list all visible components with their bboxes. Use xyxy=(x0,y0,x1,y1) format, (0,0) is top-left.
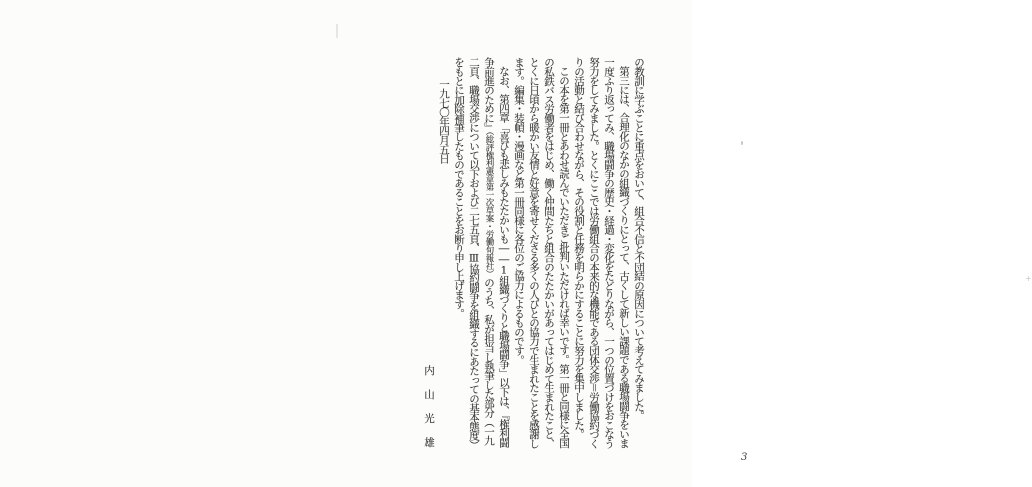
registration-cross-mark: + xyxy=(1025,274,1032,283)
gutter-smudge xyxy=(336,24,338,38)
paragraph-nao-source-note: （総評権利憲章第一次草案・労働旬報社） xyxy=(484,131,494,278)
scan-speck xyxy=(741,141,743,145)
paragraph-daisan: 第三には、合理化のなかの組織づくりにとって、古くして新しい課題である職場闘争をいま一度ふり返ってみ、職場闘争の歴史・経過・変化をたどりながら、一つの位置づけをおこなう努力をしてみました。とくにここでは労働組合の本来的な機能である団体交渉＝労働協約づくりの活動と結び合わせながら、その役割と任務を明らかにすることに努力を集中しました。 xyxy=(573,57,630,448)
paragraph-continuation: の教訓に学ぶことに重点をおいて、組合不信と不団結の原因について考えてみました。 xyxy=(633,57,645,420)
publication-date: 一九七〇年四月五日 xyxy=(438,79,450,163)
author-signature: 内 山 光 雄 xyxy=(423,365,435,449)
paragraph-nao-lead: なお、第四章「喜びも悲しみもたたかいも――1組織づくりと職場闘争」以下は、『権利闘争前進のために』 xyxy=(483,57,510,447)
page-number: 3 xyxy=(741,452,748,463)
afterword-vertical-text xyxy=(421,57,646,449)
paragraph-konohon: この本を第一冊とあわせ読んでいただきご批判いただければ幸いです。第一冊と同様に全国の私鉄バス労働者をはじめ、働く仲間たちと組合のたたかいがあってはじめて生まれたこと、とくに日頃から暖かい友情と好意を寄せくださる多くの人びとの協力で生まれたことを感謝します。編集・装幀・漫画など第一冊同様に各位のご協力によるものです。 xyxy=(513,57,570,448)
paragraph-nao-tail: のうち、私が担当し執筆した部分（一九二頁、職場交渉について以下および二七五頁、Ⅲ協約闘争を組織するにあたっての基本態度）をもとに加除補筆したものであることをお断り申し上げます。 xyxy=(453,57,495,445)
right-text-page xyxy=(346,0,1032,487)
blank-left-page xyxy=(0,0,346,487)
paragraph-nao xyxy=(451,57,511,449)
